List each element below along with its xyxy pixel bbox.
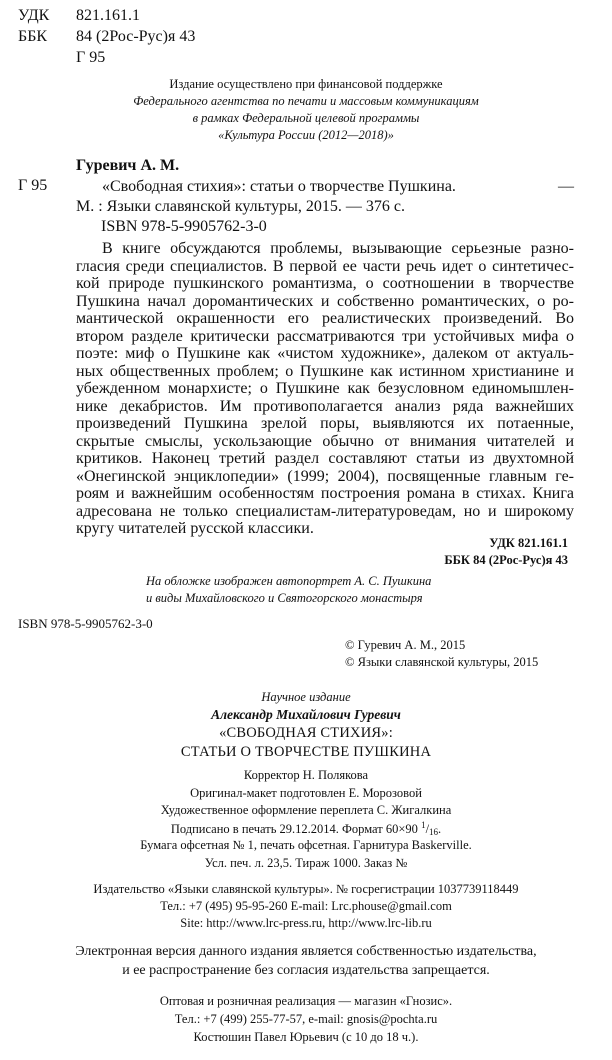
format-numerator: 1 bbox=[421, 820, 426, 830]
bbk-label: ББК bbox=[18, 28, 48, 45]
udk-value: 821.161.1 bbox=[76, 7, 140, 24]
bib-author: Гуревич А. М. bbox=[76, 157, 180, 174]
annotation-line: ных общественных проблем; о Пушкине как истинном христианине и bbox=[76, 362, 574, 380]
bbk-repeat: ББК 84 (2Рос-Рус)я 43 bbox=[444, 553, 568, 567]
imprint-signed: Подписано в печать 29.12.2014. Формат 60×90 $^1$/16. bbox=[170, 820, 442, 837]
sponsorship-line-4: «Культура России (2012—2018)» bbox=[218, 128, 394, 142]
annotation-line: мантической окрашенности его реалистических произведений. Во bbox=[76, 310, 574, 327]
imprint-author: Александр Михайлович Гуревич bbox=[211, 707, 401, 722]
annotation-line: втором разделе критически рассматриваются три устойчивых мифа о bbox=[76, 327, 574, 345]
bib-line-2-pages: — 376 с. bbox=[345, 198, 405, 215]
annotation-line: критиков. Наконец третий раздел составляют статьи из двухтомной bbox=[76, 450, 574, 467]
annotation-line: кой природе пушкинского романтизма, о соотношении в творчестве bbox=[76, 275, 574, 292]
imprint-sheets: Усл. печ. л. 23,5. Тираж 1000. Заказ № bbox=[204, 856, 408, 870]
annotation bbox=[76, 240, 574, 538]
retail-line-2: Тел.: +7 (499) 255-77-57, e-mail: gnosis@pochta.ru bbox=[174, 1012, 438, 1026]
annotation-line: скрытые смыслы, ускользающие обычно от внимания читателей и bbox=[76, 432, 574, 450]
author-code: Г 95 bbox=[76, 49, 106, 66]
sponsorship-line-2: Федерального агентства по печати и массовым коммуникациям bbox=[133, 94, 479, 108]
annotation-line: произведений Пушкина зрелой поры, выявляются их потаенные, bbox=[76, 415, 574, 432]
imprint-paper: Бумага офсетная № 1, печать офсетная. Гарнитура Baskerville. bbox=[140, 838, 472, 852]
annotation-line: «Онегинской энциклопедии» (1999; 2004), посвященные главным ге- bbox=[76, 467, 574, 485]
electronic-line-2: и ее распространение без согласия издательства запрещается. bbox=[122, 963, 490, 978]
imprint-signed-text: Подписано в печать 29.12.2014. Формат 60×90 bbox=[170, 822, 418, 836]
annotation-line: В книге обсуждаются проблемы, вызывающие серьезные разно- bbox=[102, 240, 574, 257]
imprint-title-2: СТАТЬИ О ТВОРЧЕСТВЕ ПУШКИНА bbox=[180, 744, 432, 760]
retail-line-1: Оптовая и розничная реализация — магазин «Гнозис». bbox=[159, 994, 453, 1008]
publisher-line-1: Издательство «Языки славянской культуры». № госрегистрации 1037739118449 bbox=[93, 882, 519, 896]
copyright-publisher: © Языки славянской культуры, 2015 bbox=[345, 655, 539, 669]
bib-line-2-text: М. : Языки славянской культуры, 2015. bbox=[76, 198, 342, 215]
annotation-line: Пушкина начал доромантических и собственно романтических, о ро- bbox=[76, 292, 574, 310]
format-denominator: 16 bbox=[429, 827, 439, 837]
electronic-line-1: Электронная версия данного издания является собственностью издательства, bbox=[75, 944, 537, 959]
annotation-line: убежденном монархисте; о Пушкине как безусловном единомышлен- bbox=[76, 380, 574, 397]
publisher-line-3: Site: http://www.lrc-press.ru, http://www.lrc-lib.ru bbox=[180, 916, 432, 930]
bib-line-1 bbox=[76, 177, 606, 197]
copyright-author: © Гуревич А. М., 2015 bbox=[345, 638, 466, 652]
bib-code: Г 95 bbox=[18, 177, 48, 194]
annotation-line: адресована не только специалистам-литературоведам, но и широкому bbox=[76, 502, 574, 520]
annotation-line: нике декабристов. Им противополагается анализ ряда важнейших bbox=[76, 397, 574, 415]
udk-repeat: УДК 821.161.1 bbox=[489, 536, 568, 550]
bib-line-1-dash: — bbox=[558, 178, 574, 195]
bib-line-2 bbox=[76, 197, 606, 217]
sponsorship-line-1: Издание осуществлено при финансовой поддержке bbox=[169, 77, 443, 91]
imprint-type: Научное издание bbox=[261, 690, 351, 704]
imprint-title-1: «СВОБОДНАЯ СТИХИЯ»: bbox=[219, 725, 393, 741]
format-suffix: . bbox=[438, 822, 442, 836]
isbn-bottom: ISBN 978-5-9905762-3-0 bbox=[18, 616, 153, 631]
publisher-line-2: Тел.: +7 (495) 95-95-260 E-mail: Lrc.phouse@gmail.com bbox=[160, 899, 452, 913]
bib-line-1-text: «Свободная стихия»: статьи о творчестве Пушкина. bbox=[102, 178, 456, 195]
sponsorship-line-3: в рамках Федеральной целевой программы bbox=[192, 111, 420, 125]
annotation-line: поэте: миф о Пушкине как «чистом художнике», далеком от актуаль- bbox=[76, 345, 574, 362]
cover-note-1: На обложке изображен автопортрет А. С. Пушкина bbox=[146, 574, 432, 588]
annotation-line: кругу читателей русской классики. bbox=[76, 520, 314, 537]
annotation-line: роям и важнейшим особенностям построения романа в стихах. Книга bbox=[76, 485, 574, 502]
cover-note-2: и виды Михайловского и Святогорского монастыря bbox=[146, 591, 423, 605]
imprint-layout: Оригинал-макет подготовлен Е. Морозовой bbox=[190, 786, 422, 800]
imprint-corrector: Корректор Н. Полякова bbox=[243, 768, 369, 782]
bbk-value: 84 (2Рос-Рус)я 43 bbox=[76, 28, 196, 45]
annotation-line: гласия среди специалистов. В первой ее части речь идет о синтетичес- bbox=[76, 257, 574, 275]
retail-line-3: Костюшин Павел Юрьевич (с 10 до 18 ч.). bbox=[193, 1030, 419, 1044]
udk-label: УДК bbox=[18, 7, 50, 24]
bib-isbn: ISBN 978-5-9905762-3-0 bbox=[101, 218, 267, 235]
imprint-design: Художественное оформление переплета С. Жигалкина bbox=[160, 803, 452, 817]
